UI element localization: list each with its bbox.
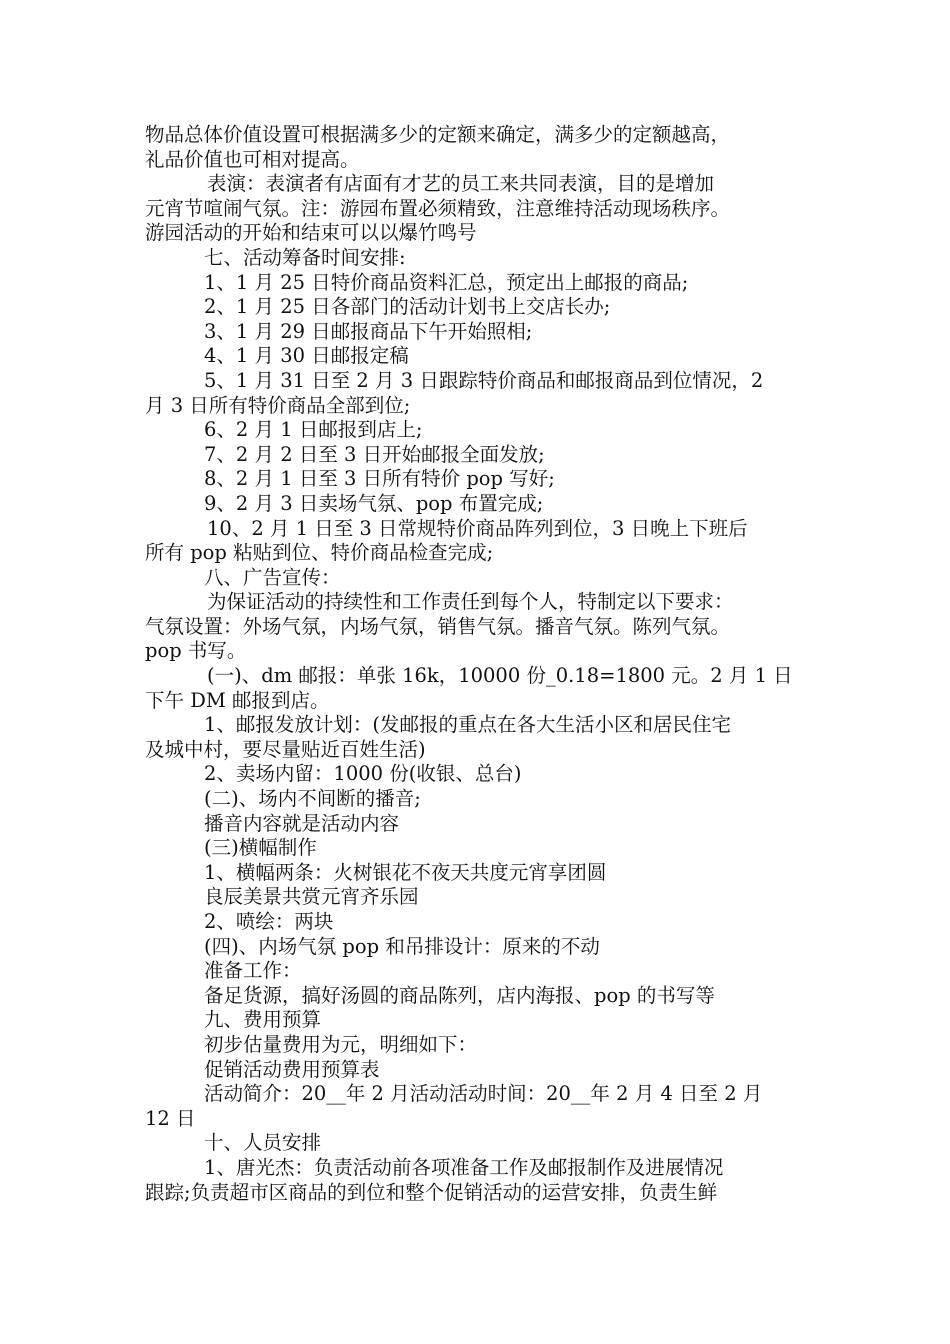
text-line: pop 书写。	[145, 639, 247, 663]
text-line: 7、2 月 2 日至 3 日开始邮报全面发放;	[204, 442, 545, 466]
text-line: 及城中村，要尽量贴近百姓生活)	[145, 737, 426, 761]
text-line: 游园活动的开始和结束可以以爆竹鸣号	[145, 221, 477, 245]
text-line: 1、横幅两条：火树银花不夜天共度元宵享团圆	[204, 860, 607, 884]
text-line: (二)、场内不间断的播音;	[204, 787, 421, 811]
text-line: 2、喷绘：两块	[204, 910, 334, 933]
text-line: 表演：表演者有店面有才艺的员工来共同表演，目的是增加	[207, 172, 715, 196]
text-line: 气氛设置：外场气氛，内场气氛，销售气氛。播音气氛。陈列气氛。	[145, 614, 731, 638]
text-line: 6、2 月 1 日邮报到店上;	[204, 418, 423, 442]
text-line: 七、活动筹备时间安排:	[204, 245, 406, 269]
text-line: 月 3 日所有特价商品全部到位;	[145, 393, 411, 417]
text-line: 1、唐光杰：负责活动前各项准备工作及邮报制作及进展情况	[204, 1155, 724, 1179]
text-line: 1、邮报发放计划：(发邮报的重点在各大生活小区和居民住宅	[204, 713, 732, 737]
text-line: 备足货源，搞好汤圆的商品陈列，店内海报、pop 的书写等	[204, 983, 715, 1007]
text-line: 九、费用预算	[204, 1008, 322, 1032]
text-line: 2、卖场内留：1000 份(收银、总台)	[204, 762, 522, 786]
text-line: 八、广告宣传：	[204, 565, 341, 589]
text-line: 下午 DM 邮报到店。	[145, 688, 330, 712]
text-line: 3、1 月 29 日邮报商品下午开始照相;	[204, 319, 533, 343]
text-line: 9、2 月 3 日卖场气氛、pop 布置完成;	[204, 491, 544, 515]
text-line: 初步估量费用为元，明细如下：	[204, 1032, 478, 1056]
text-line: 5、1 月 31 日至 2 月 3 日跟踪特价商品和邮报商品到位情况，2	[204, 368, 764, 392]
text-line: 良辰美景共赏元宵齐乐园	[204, 885, 419, 909]
document-body	[145, 123, 817, 1205]
text-line: 跟踪;负责超市区商品的到位和整个促销活动的运营安排，负责生鲜	[145, 1180, 718, 1204]
text-line: 10、2 月 1 日至 3 日常规特价商品阵列到位，3 日晚上下班后	[207, 516, 748, 540]
text-line: 十、人员安排	[204, 1131, 322, 1155]
text-line: 12 日	[145, 1106, 196, 1130]
text-line: (三)横幅制作	[204, 836, 317, 860]
text-line: 为保证活动的持续性和工作责任到每个人，特制定以下要求：	[207, 590, 734, 614]
text-line: 2、1 月 25 日各部门的活动计划书上交店长办;	[204, 295, 611, 319]
text-line: (一)、dm 邮报：单张 16k，10000 份_0.18=1800 元。2 月 1 日	[207, 664, 793, 688]
text-line: 礼品价值也可相对提高。	[145, 147, 360, 171]
text-line: 播音内容就是活动内容	[204, 811, 400, 835]
text-line: 物品总体价值设置可根据满多少的定额来确定，满多少的定额越高，	[145, 123, 731, 146]
text-line: (四)、内场气氛 pop 和吊排设计：原来的不动	[204, 934, 600, 958]
text-line: 4、1 月 30 日邮报定稿	[204, 344, 409, 368]
text-line: 8、2 月 1 日至 3 日所有特价 pop 写好;	[204, 467, 555, 491]
text-line: 元宵节喧闹气氛。注：游园布置必须精致，注意维持活动现场秩序。	[145, 196, 731, 220]
text-line: 活动简介：20__年 2 月活动活动时间：20__年 2 月 4 日至 2 月	[204, 1082, 763, 1106]
text-line: 1、1 月 25 日特价商品资料汇总，预定出上邮报的商品;	[204, 270, 689, 294]
text-line: 促销活动费用预算表	[204, 1057, 380, 1081]
text-line: 准备工作：	[204, 959, 302, 983]
text-line: 所有 pop 粘贴到位、特价商品检查完成;	[145, 541, 494, 565]
